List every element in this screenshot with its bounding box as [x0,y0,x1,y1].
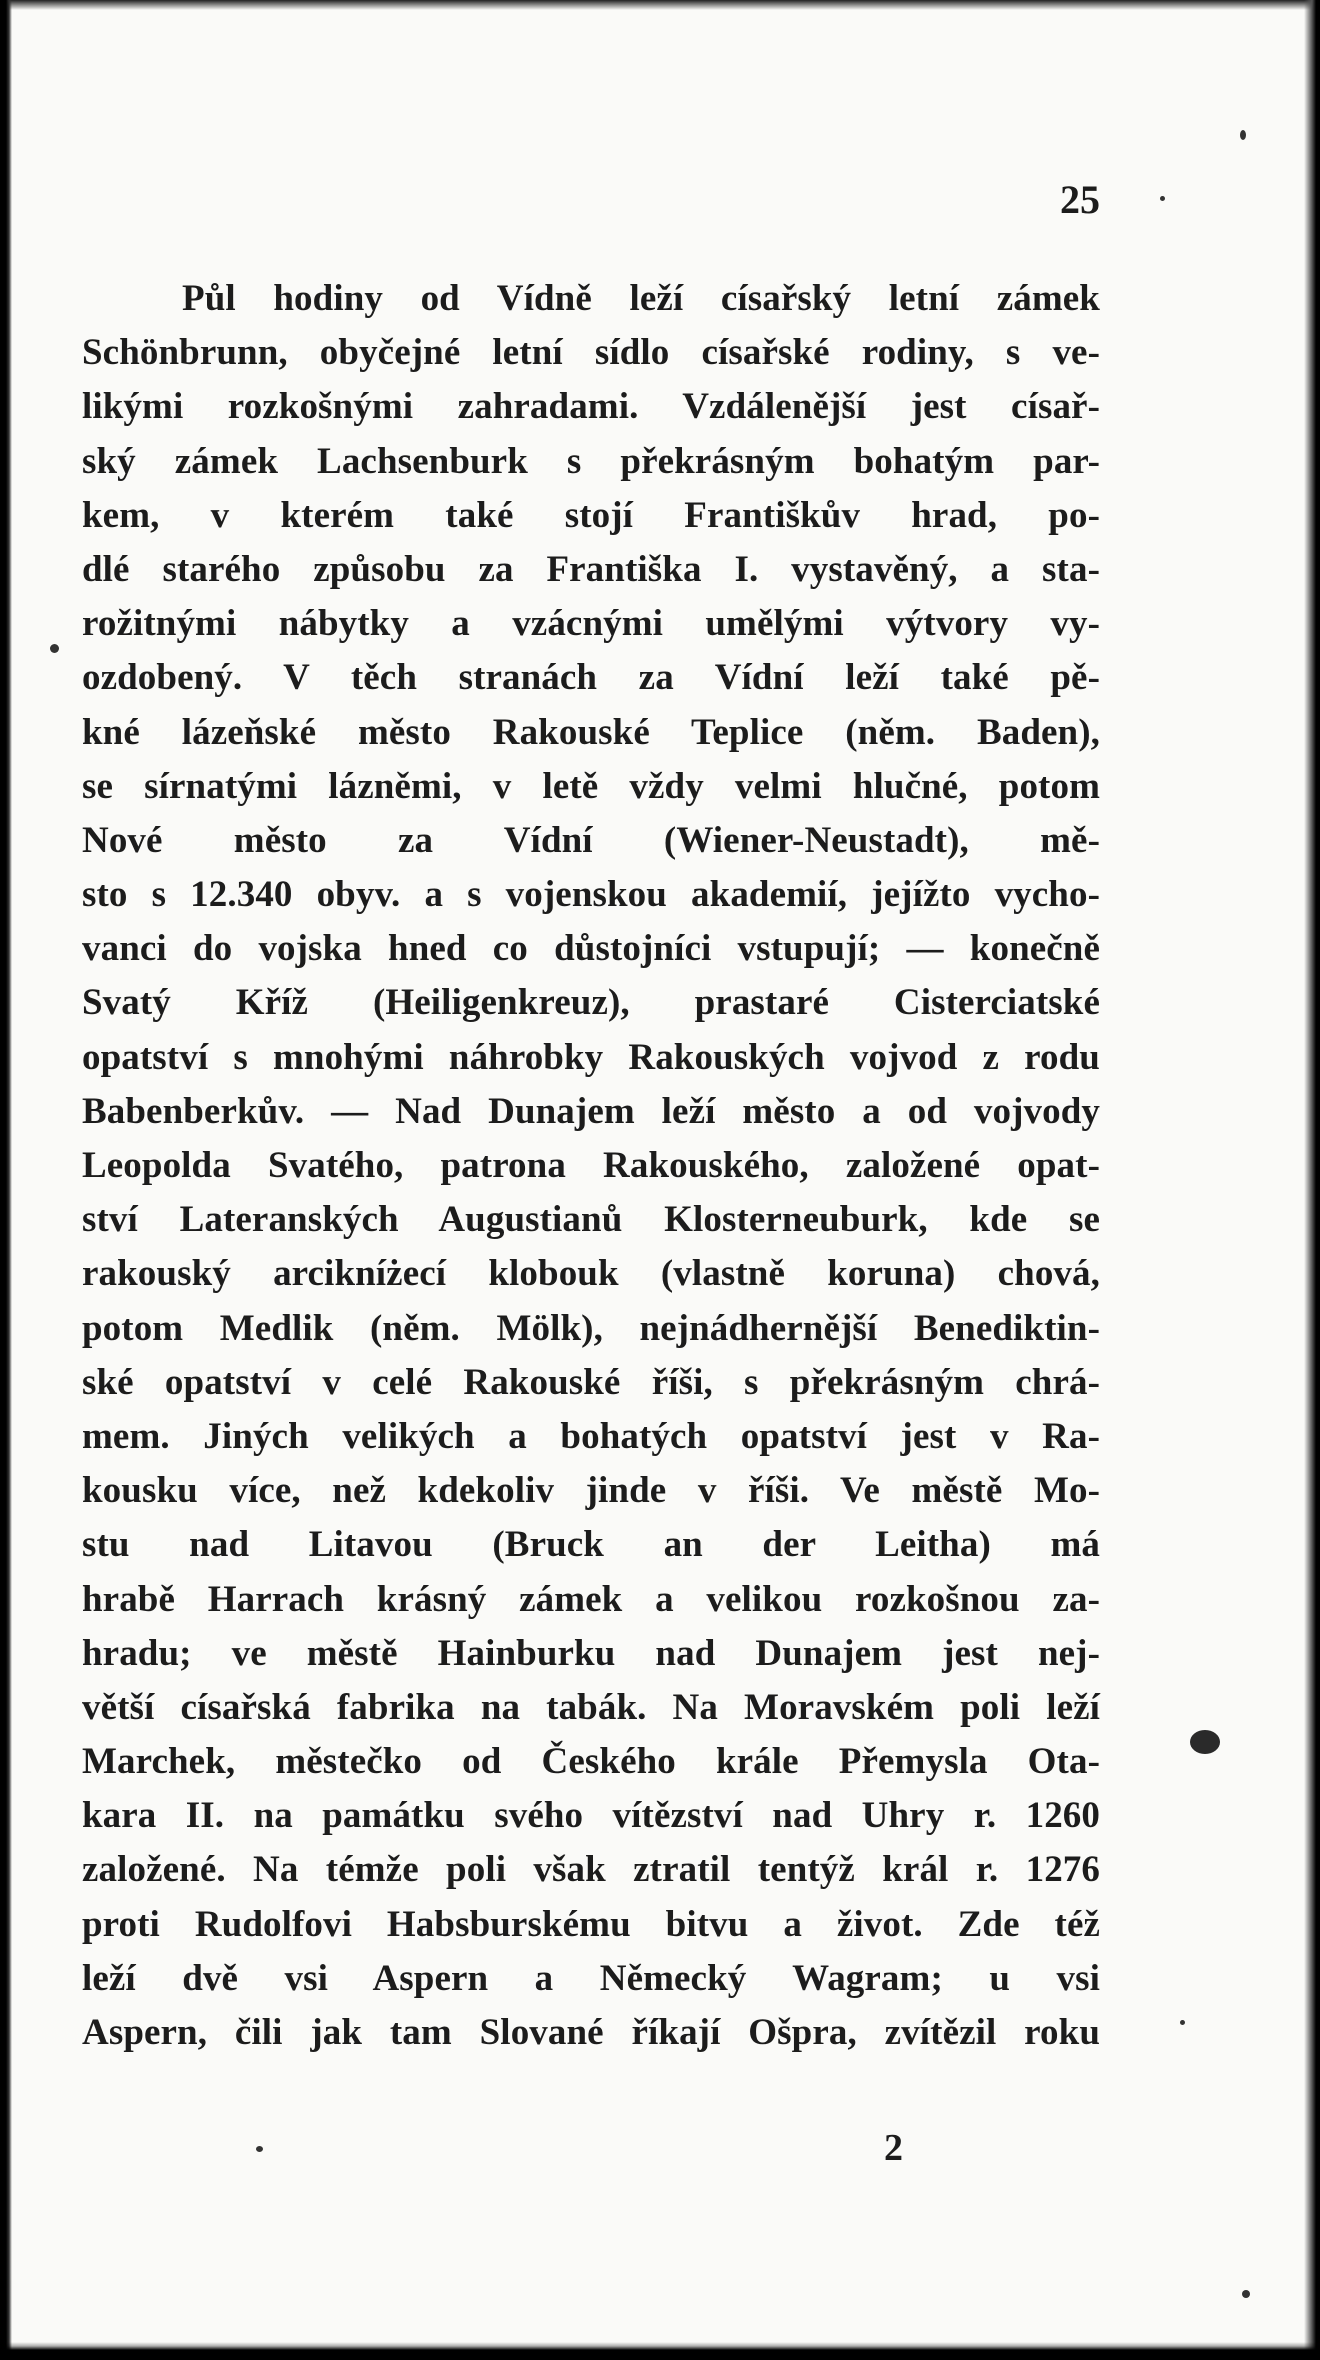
text-line: Babenberkův. — Nad Dunajem leží město a od vojvody [82,1090,1100,1132]
text-line: rakouský arcikníżecí klobouk (vlastně koruna) chová, [82,1253,1100,1295]
body-text [82,272,1100,2060]
text-line: založené. Na témže poli však ztratil tentýž král r. 1276 [82,1849,1100,1891]
text-line: kné lázeňské město Rakouské Teplice (něm. Baden), [82,711,1100,753]
page-number: 25 [1060,177,1100,222]
text-line: Marchek, městečko od Českého krále Přemysla Ota- [82,1741,1100,1783]
dust-speck [1240,130,1246,140]
text-line: vanci do vojska hned co důstojníci vstupují; — konečně [82,928,1100,970]
text-line: Aspern, čili jak tam Slované říkají Ošpra, zvítězil roku [82,2012,1100,2053]
dust-speck [50,644,59,653]
text-line: mem. Jiných velikých a bohatých opatství jest v Ra- [82,1415,1100,1457]
scan-edge-top [0,0,1320,10]
dust-speck [1160,196,1165,201]
text-line: kem, v kterém také stojí Františkův hrad, po- [82,494,1100,536]
text-line: Svatý Kříž (Heiligenkreuz), prastaré Cisterciatské [82,982,1100,1024]
scan-edge-left [0,0,12,2360]
text-line: opatství s mnohými náhrobky Rakouských vojvod z rodu [82,1036,1100,1078]
text-line: se sírnatými lázněmi, v letě vždy velmi hlučné, potom [82,765,1100,807]
scan-edge-bottom [0,2342,1320,2360]
text-line: hradu; ve městě Hainburku nad Dunajem jest nej- [82,1632,1100,1674]
ink-blot [1190,1730,1220,1754]
text-line: stu nad Litavou (Bruck an der Leitha) má [82,1524,1100,1566]
text-line: ské opatství v celé Rakouské říši, s překrásným chrá- [82,1361,1100,1403]
text-line: ský zámek Lachsenburk s překrásným bohatým par- [82,440,1100,482]
scan-edge-right [1304,0,1320,2360]
text-line: kousku více, než kdekoliv jinde v říši. Ve městě Mo- [82,1470,1100,1512]
text-line: sto s 12.340 obyv. a s vojenskou akademií, jejížto vycho- [82,874,1100,916]
text-line: dlé starého způsobu za Františka I. vystavěný, a sta- [82,548,1100,590]
text-line: ozdobený. V těch stranách za Vídní leží také pě- [82,657,1100,699]
dust-speck [1242,2290,1250,2298]
dust-speck [256,2146,263,2152]
text-line: proti Rudolfovi Habsburskému bitvu a život. Zde též [82,1903,1100,1945]
text-line: Schönbrunn, obyčejné letní sídlo císařské rodiny, s ve- [82,332,1100,374]
text-line: Půl hodiny od Vídně leží císařský letní zámek [182,278,1100,319]
text-line: kara II. na památku svého vítězství nad Uhry r. 1260 [82,1795,1100,1837]
text-line: Leopolda Svatého, patrona Rakouského, založené opat- [82,1145,1100,1186]
dust-speck [1180,2020,1185,2025]
text-line: likými rozkošnými zahradami. Vzdálenější jest císař- [82,386,1100,428]
text-line: ství Lateranských Augustianů Klosterneuburk, kde se [82,1199,1100,1241]
text-line: větší císařská fabrika na tabák. Na Moravském poli leží [82,1686,1100,1728]
text-line: Nové město za Vídní (Wiener-Neustadt), mě- [82,819,1100,861]
text-line: rožitnými nábytky a vzácnými umělými výtvory vy- [82,603,1100,645]
text-line: potom Medlik (něm. Mölk), nejnádhernější Benediktin- [82,1307,1100,1349]
text-line: hrabě Harrach krásný zámek a velikou rozkošnou za- [82,1578,1100,1620]
signature-mark: 2 [884,2127,903,2169]
text-line: leží dvě vsi Aspern a Německý Wagram; u vsi [82,1957,1100,1999]
